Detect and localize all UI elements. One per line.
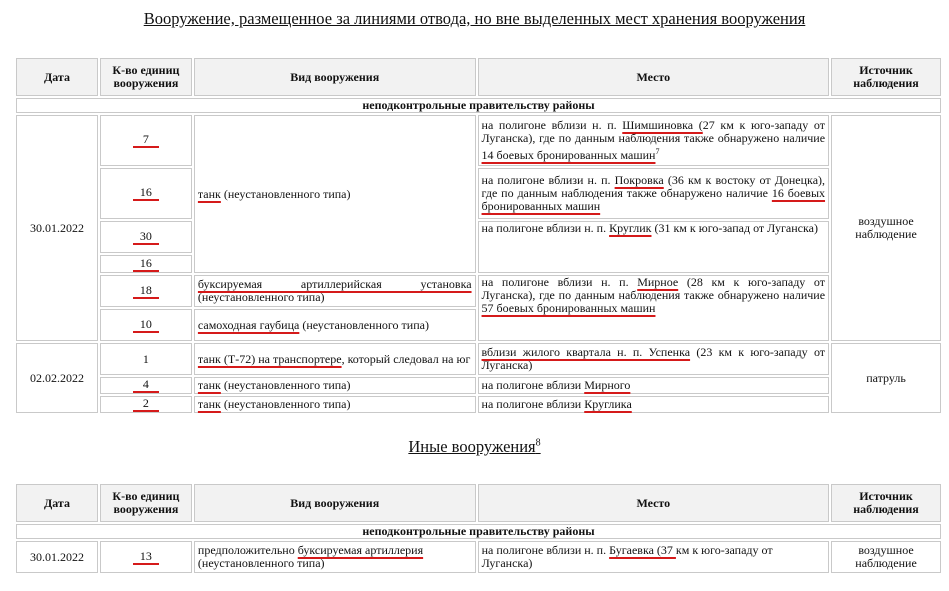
header-type: Вид вооружения xyxy=(194,484,476,522)
place-cell: на полигоне вблизи н. п. Мирное (28 км к юго-западу от Луганска), где по данным наблюдения также обнаружено наличие 57 боевых бронированных машин xyxy=(478,275,829,341)
source-cell: воздушное наблюдение xyxy=(831,115,941,341)
count-cell: 16 xyxy=(100,255,192,273)
header-place: Место xyxy=(478,484,829,522)
place-cell: на полигоне вблизи н. п. Покровка (36 км к востоку от Донецка), где по данным наблюдения также обнаружено наличие 16 боевых бронированных машин xyxy=(478,168,829,219)
type-cell: буксируемая артиллерийская установка (неустановленного типа) xyxy=(194,275,476,307)
date-cell: 30.01.2022 xyxy=(16,115,98,341)
section-row xyxy=(16,98,941,113)
place-cell: на полигоне вблизи н. п. Бугаевка (37 км к юго-западу от Луганска) xyxy=(478,541,829,573)
header-source: Источник наблюдения xyxy=(831,58,941,96)
other-weapons-table xyxy=(14,482,943,575)
header-place: Место xyxy=(478,58,829,96)
date-cell: 30.01.2022 xyxy=(16,541,98,573)
type-cell: танк (неустановленного типа) xyxy=(194,377,476,394)
table-row xyxy=(16,275,941,307)
section-label: неподконтрольные правительству районы xyxy=(16,524,941,539)
table-row xyxy=(16,541,941,573)
header-count: К-во единиц вооружения xyxy=(100,484,192,522)
type-cell: предположительно буксируемая артиллерия (неустановленного типа) xyxy=(194,541,476,573)
table-header-row xyxy=(16,58,941,96)
count-cell: 16 xyxy=(100,168,192,219)
place-cell: на полигоне вблизи н. п. Круглик (31 км к юго-запад от Луганска) xyxy=(478,221,829,273)
count-cell: 13 xyxy=(100,541,192,573)
table-row xyxy=(16,221,941,253)
count-cell: 2 xyxy=(100,396,192,413)
header-source: Источник наблюдения xyxy=(831,484,941,522)
source-cell: воздушное наблюдение xyxy=(831,541,941,573)
type-cell: самоходная гаубица (неустановленного типа) xyxy=(194,309,476,341)
table-header-row xyxy=(16,484,941,522)
header-type: Вид вооружения xyxy=(194,58,476,96)
count-cell: 10 xyxy=(100,309,192,341)
place-cell: на полигоне вблизи н. п. Шимшиновка (27 км к юго-западу от Луганска), где по данным наблюдения также обнаружено наличие 14 боевых бронированных машин$^7$ xyxy=(478,115,829,166)
count-cell: 18 xyxy=(100,275,192,307)
type-cell: танк (неустановленного типа) xyxy=(194,396,476,413)
footnote-marker: 8 xyxy=(535,437,541,449)
type-cell: танк (Т-72) на транспортере, который следовал на юг xyxy=(194,343,476,375)
header-date: Дата xyxy=(16,484,98,522)
date-cell: 02.02.2022 xyxy=(16,343,98,413)
type-cell: танк (неустановленного типа) xyxy=(194,115,476,273)
count-cell: 4 xyxy=(100,377,192,394)
table-row xyxy=(16,115,941,166)
source-cell: патруль xyxy=(831,343,941,413)
table1-title: Вооружение, размещенное за линиями отвода, но вне выделенных мест хранения вооружения xyxy=(143,9,806,28)
table2-title: Иные вооружения$^8$ xyxy=(408,437,541,456)
place-cell: на полигоне вблизи Мирного xyxy=(478,377,829,394)
place-cell: на полигоне вблизи Круглика xyxy=(478,396,829,413)
count-cell: 7 xyxy=(100,115,192,166)
header-count: К-во единиц вооружения xyxy=(100,58,192,96)
table-row xyxy=(16,168,941,219)
table-row xyxy=(16,377,941,394)
section-label: неподконтрольные правительству районы xyxy=(16,98,941,113)
count-cell: 1 xyxy=(100,343,192,375)
section-row xyxy=(16,524,941,539)
count-cell: 30 xyxy=(100,221,192,253)
place-cell: вблизи жилого квартала н. п. Успенка (23 км к юго-западу от Луганска) xyxy=(478,343,829,375)
table-row xyxy=(16,343,941,375)
header-date: Дата xyxy=(16,58,98,96)
table-row xyxy=(16,396,941,413)
weapons-outside-storage-table xyxy=(14,56,943,415)
